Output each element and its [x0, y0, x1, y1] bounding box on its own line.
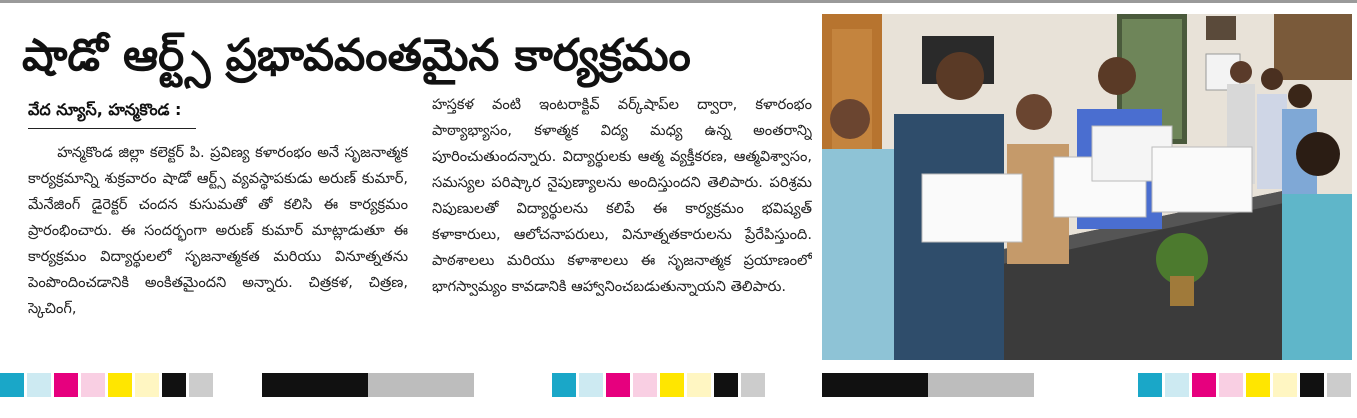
left-swatch-4	[81, 373, 105, 397]
middle-swatch-7	[714, 373, 738, 397]
right-swatch-3	[1192, 373, 1216, 397]
right-swatch-6	[1273, 373, 1297, 397]
left-swatch-3	[54, 373, 78, 397]
right-swatch-8	[1327, 373, 1351, 397]
middle-swatch-3	[606, 373, 630, 397]
photo-illustration	[822, 14, 1352, 360]
right-swatch-5	[1246, 373, 1270, 397]
middle-swatch-8	[741, 373, 765, 397]
left-swatch-6	[135, 373, 159, 397]
article-column-2	[432, 92, 812, 364]
article-column-1	[28, 140, 408, 362]
right-swatch-7	[1300, 373, 1324, 397]
news-photo	[822, 14, 1352, 360]
article-headline: షాడో ఆర్ట్స్ ప్రభావవంతమైన కార్యక్రమం	[22, 30, 691, 81]
right-swatch-2	[1165, 373, 1189, 397]
left-swatch-1	[0, 373, 24, 397]
middle-swatch-1	[552, 373, 576, 397]
grey-bar-1	[368, 373, 474, 397]
left-swatch-2	[27, 373, 51, 397]
middle-swatch-2	[579, 373, 603, 397]
left-swatch-7	[162, 373, 186, 397]
article-byline: వేద న్యూస్, హన్మకొండ :	[28, 100, 182, 119]
middle-swatch-4	[633, 373, 657, 397]
black-bar-1	[262, 373, 368, 397]
black-bar-2	[822, 373, 928, 397]
left-swatch-8	[189, 373, 213, 397]
grey-bar-2	[928, 373, 1034, 397]
middle-swatch-6	[687, 373, 711, 397]
right-swatch-4	[1219, 373, 1243, 397]
right-swatch-1	[1138, 373, 1162, 397]
article-paragraph-1: హన్మకొండ జిల్లా కలెక్టర్ పి. ప్రవిణ్య కళారంభం అనే సృజనాత్మక కార్యక్రమాన్ని శుక్రవారం షాడో ఆర్ట్స్ వ్యవస్థాపకుడు అరుణ్ కుమార్, మేనేజింగ్ డైరెక్టర్ చందన కుసుమతో తో కలిసి ఈ కార్యక్రమం ప్రారంభించారు. ఈ సందర్భంగా అరుణ్ కుమార్ మాట్లాడుతూ ఈ కార్యక్రమం విద్యార్థులలో సృజనాత్మకత మరియు వినూత్నతను పెంపొందించడానికి అంకితమైందని అన్నారు. చిత్రకళ, చిత్రణ, స్కెచింగ్,	[28, 144, 408, 317]
middle-swatch-5	[660, 373, 684, 397]
top-rule	[0, 0, 1357, 3]
article-paragraph-2: హస్తకళ వంటి ఇంటరాక్టివ్ వర్క్‌షాప్‌ల ద్వారా, కళారంభం పాఠ్యాభ్యాసం, కళాత్మక విద్య మధ్య ఉన్న అంతరాన్ని పూరించుతుందన్నారు. విద్యార్థులకు ఆత్మ వ్యక్తీకరణ, ఆత్మవిశ్వాసం, సమస్యల పరిష్కార నైపుణ్యాలను అందిస్తుందని తెలిపారు. పరిశ్రమ నిపుణులతో విద్యార్థులను కలిపే ఈ కార్యక్రమం భవిష్యత్ కళాకారులు, ఆలోచనాపరులు, వినూత్నతకారులను ప్రేరేపిస్తుంది. పాఠశాలలు మరియు కళాశాలలు ఈ సృజనాత్మక ప్రయాణంలో భాగస్వామ్యం కావడానికి ఆహ్వానించబడుతున్నాయని తెలిపారు.	[432, 96, 812, 295]
left-swatch-5	[108, 373, 132, 397]
byline-underline	[28, 128, 196, 129]
